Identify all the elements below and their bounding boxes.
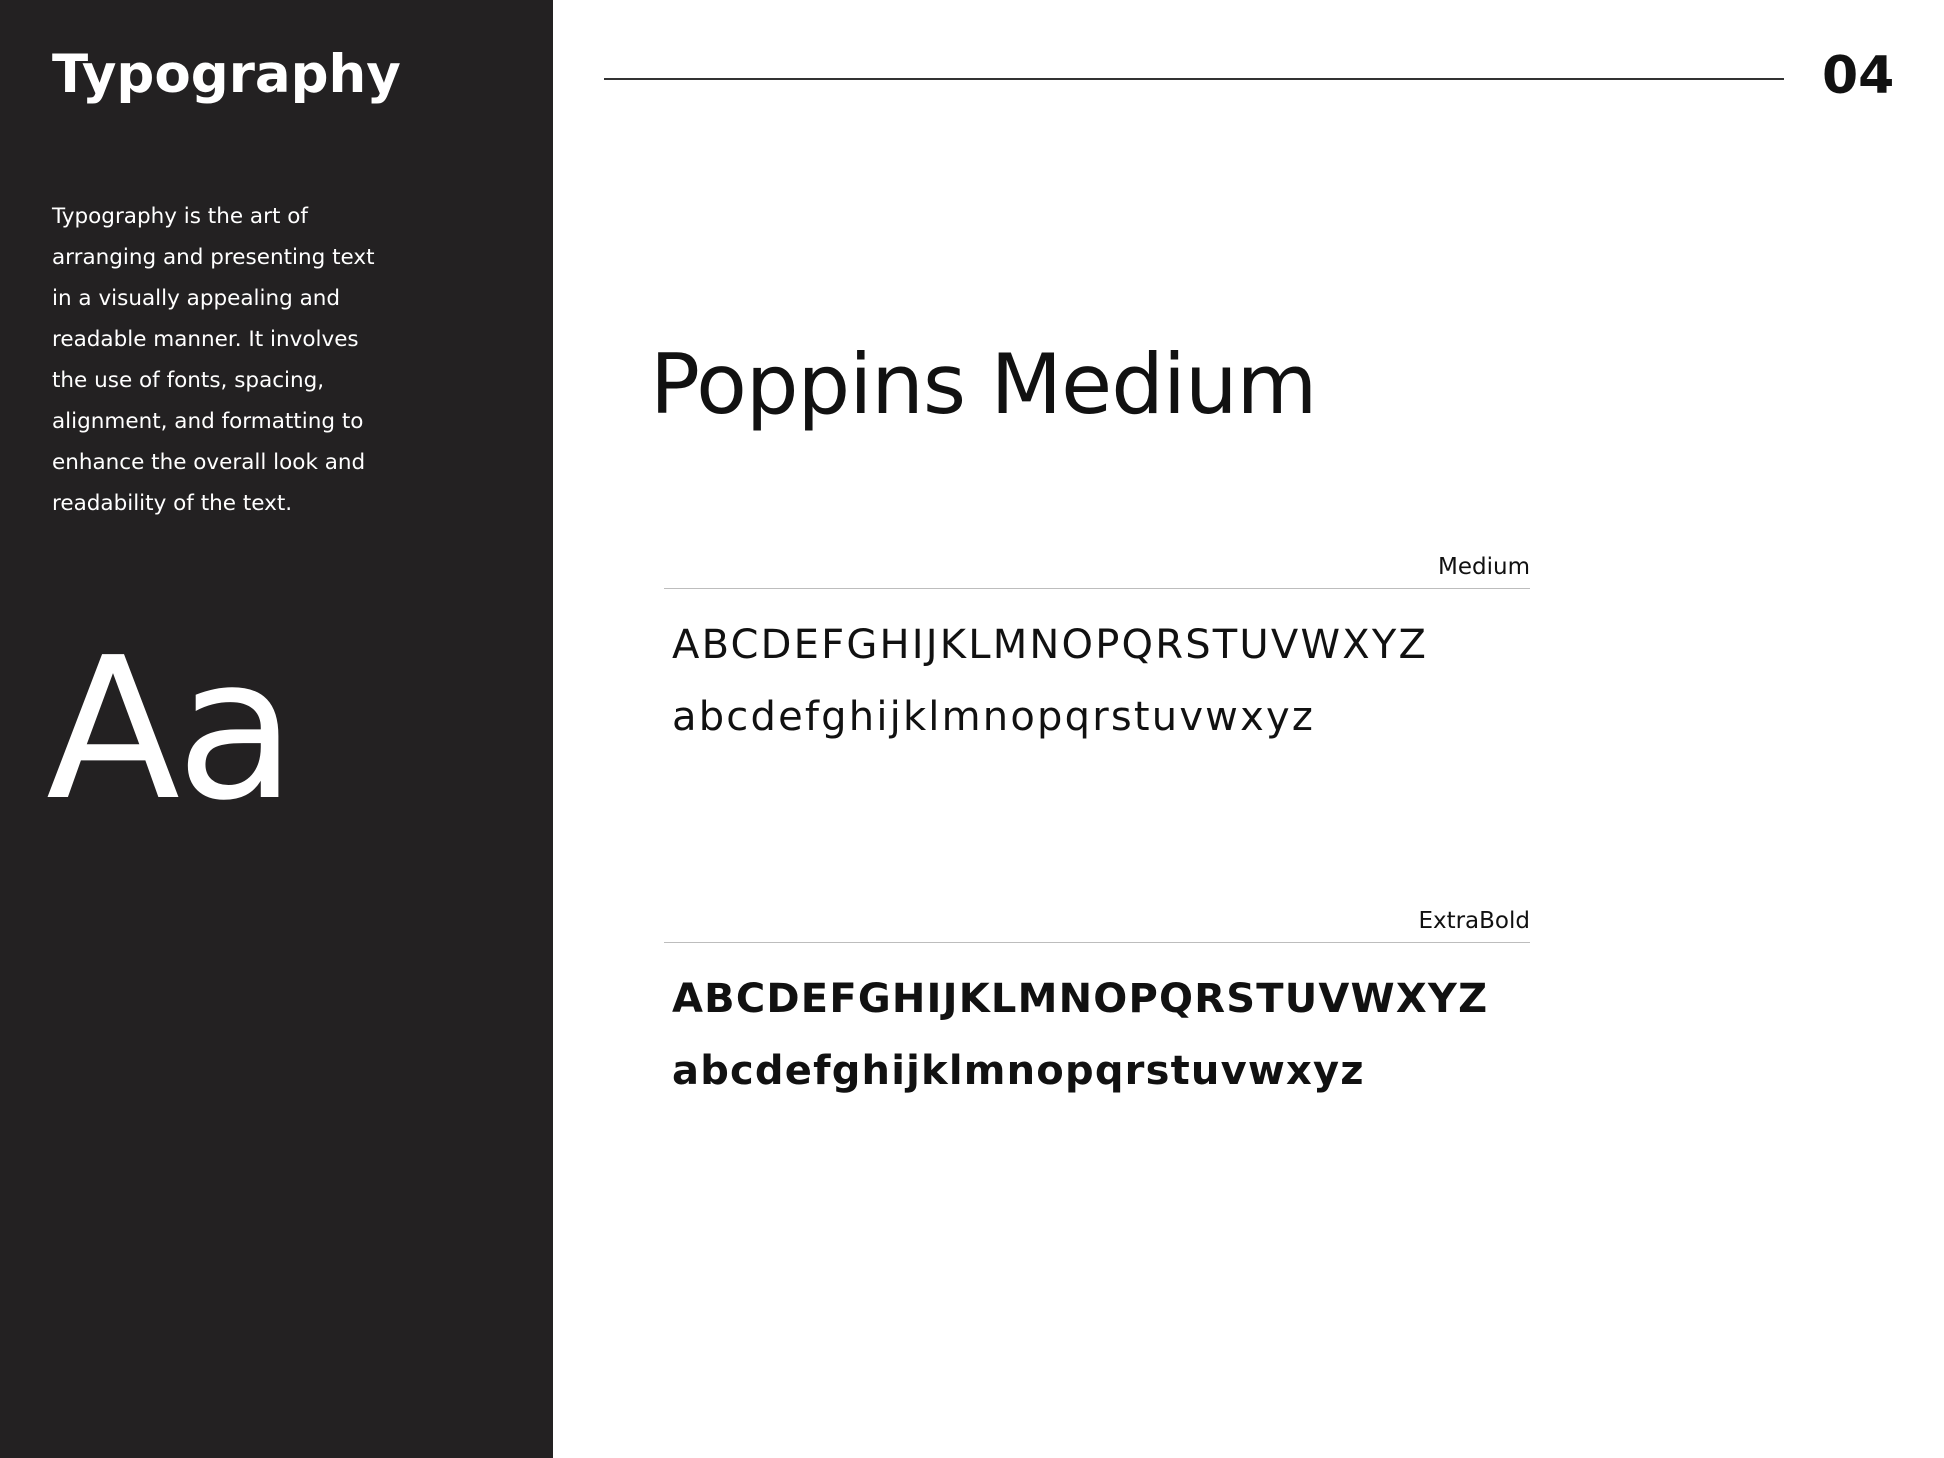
type-sample-aa: Aa	[46, 616, 293, 844]
sidebar-panel	[0, 0, 553, 1458]
page-number: 04	[1822, 46, 1895, 106]
weight-section-extrabold	[664, 900, 1530, 1101]
uppercase-alphabet-medium: ABCDEFGHIJKLMNOPQRSTUVWXYZ	[672, 622, 1429, 668]
lowercase-alphabet-extrabold: abcdefghijklmnopqrstuvwxyz	[672, 1048, 1365, 1094]
typography-description: Typography is the art of arranging and presenting text in a visually appealing and readable manner. It involves the use of fonts, spacing, alignment, and formatting to enhance the overall look and readability of the text.	[52, 204, 375, 516]
weight-divider-medium	[664, 588, 1530, 589]
weight-divider-extrabold	[664, 942, 1530, 943]
weight-label-extrabold: ExtraBold	[1418, 908, 1530, 934]
lowercase-alphabet-medium: abcdefghijklmnopqrstuvwxyz	[672, 694, 1316, 740]
page-title: Typography	[52, 44, 401, 105]
header-divider	[604, 78, 1784, 80]
weight-section-medium	[664, 546, 1530, 747]
uppercase-alphabet-extrabold: ABCDEFGHIJKLMNOPQRSTUVWXYZ	[672, 976, 1489, 1022]
weight-label-medium: Medium	[1438, 554, 1530, 580]
font-name-heading: Poppins Medium	[650, 336, 1317, 433]
